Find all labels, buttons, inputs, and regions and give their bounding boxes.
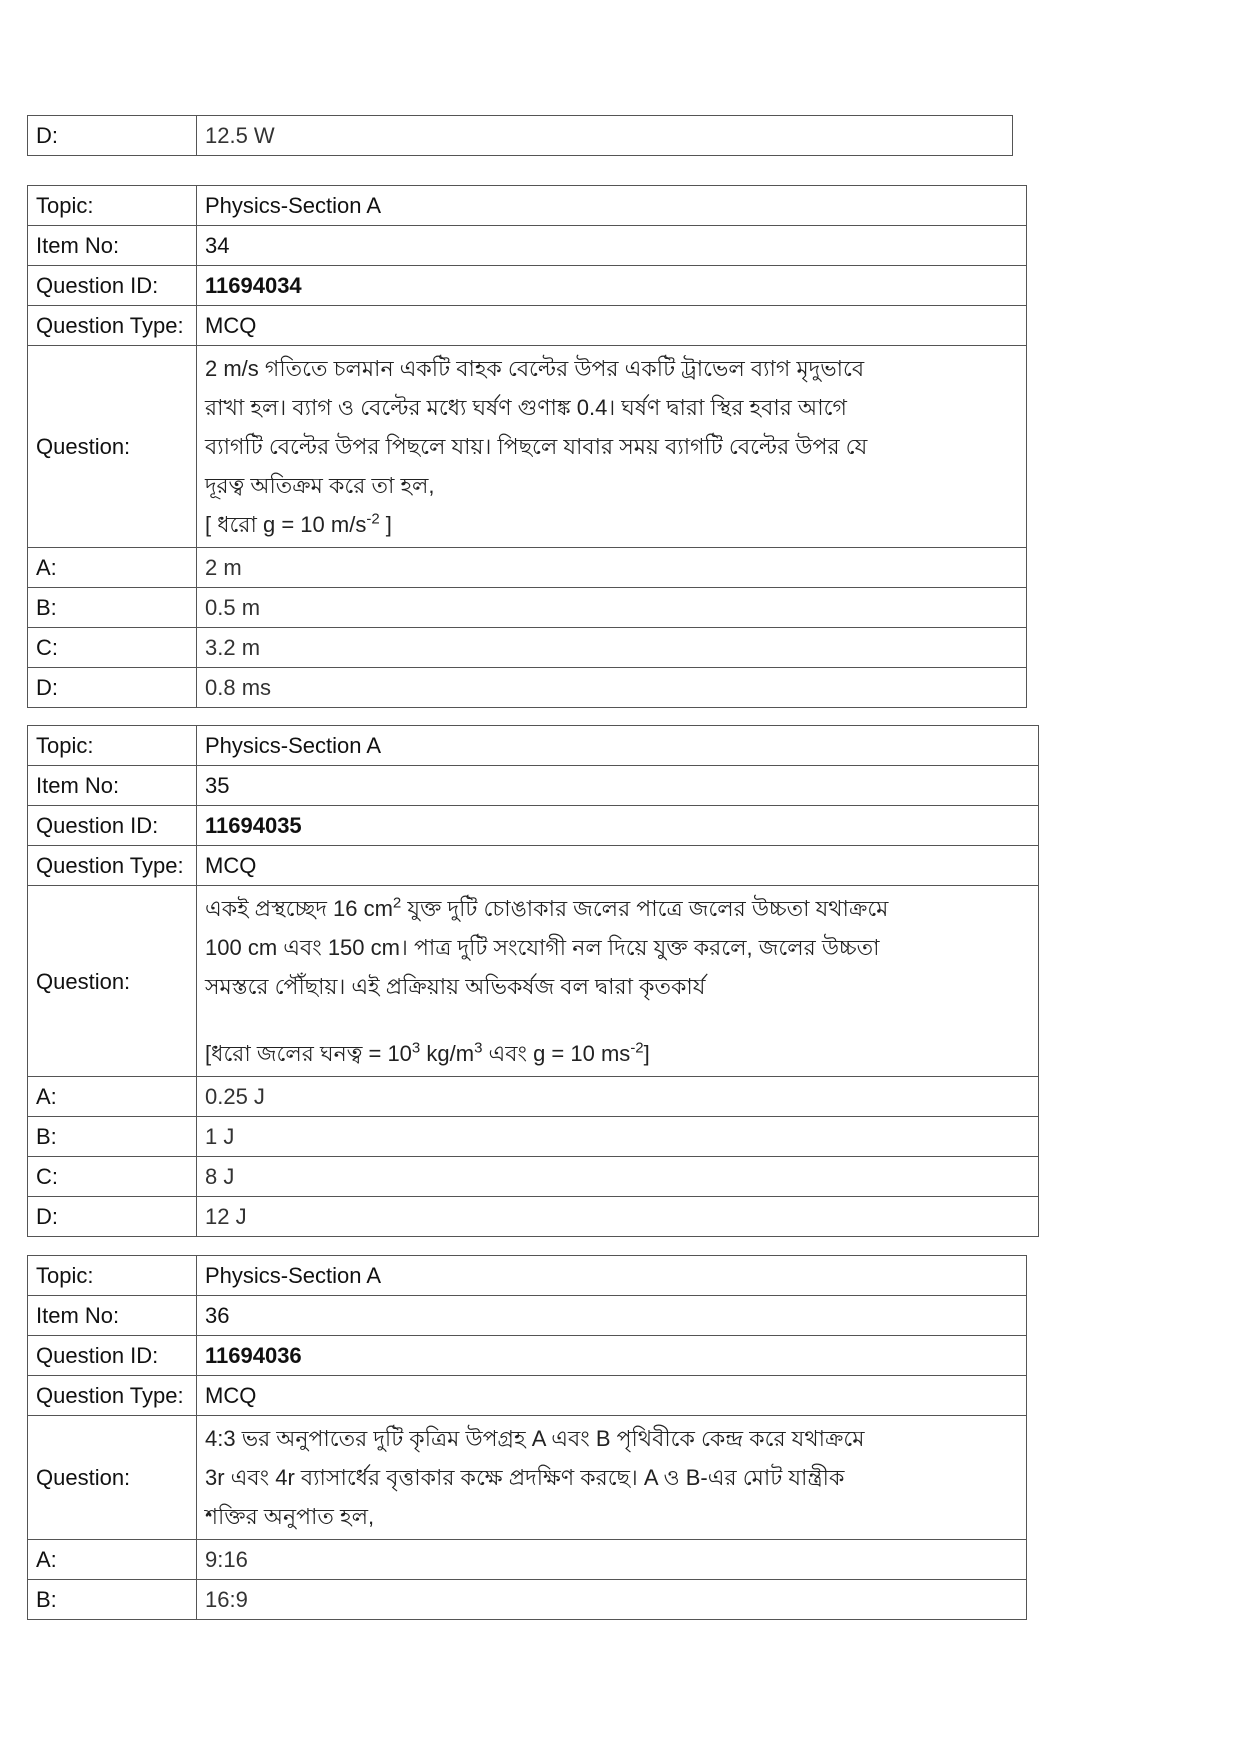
- hint-exponent: 3: [411, 1039, 421, 1057]
- question-line: সমস্তরে পৌঁছায়। এই প্রক্রিয়ায় অভিকর্ষজ বল দ্বারা কৃতকার্য: [205, 974, 706, 999]
- question-id-row: [28, 806, 1039, 846]
- option-a-value: 9:16: [197, 1540, 1027, 1580]
- question-text: [197, 346, 1027, 548]
- question-type-row: [28, 306, 1027, 346]
- item-no-row: [28, 226, 1027, 266]
- question-label: Question:: [28, 1416, 197, 1540]
- option-c-value: 3.2 m: [197, 628, 1027, 668]
- question-exponent: 2: [392, 894, 402, 912]
- option-c-row: [28, 628, 1027, 668]
- topic-row: [28, 186, 1027, 226]
- question-type-label: Question Type:: [28, 846, 197, 886]
- question-type-value: MCQ: [197, 1376, 1027, 1416]
- option-d-value: 12 J: [197, 1197, 1039, 1237]
- option-b-row: [28, 588, 1027, 628]
- question-line: দূরত্ব অতিক্রম করে তা হল,: [205, 473, 435, 498]
- question-line-text: একই প্রস্থচ্ছেদ 16 cm: [205, 896, 393, 921]
- hint-exponent: 3: [474, 1039, 483, 1057]
- topic-value: Physics-Section A: [197, 186, 1027, 226]
- item-no-value: 36: [197, 1296, 1027, 1336]
- question-36-table: [27, 1255, 1027, 1620]
- question-type-row: [28, 1376, 1027, 1416]
- option-b-value: 0.5 m: [197, 588, 1027, 628]
- hint-text: [ ধরো g = 10 m/s: [205, 512, 367, 537]
- option-b-value: 1 J: [197, 1117, 1039, 1157]
- item-no-label: Item No:: [28, 766, 197, 806]
- hint-exponent: -2: [630, 1039, 644, 1057]
- option-c-label: C:: [28, 1157, 197, 1197]
- option-d-label: D:: [28, 116, 197, 156]
- topic-label: Topic:: [28, 1256, 197, 1296]
- question-label: Question:: [28, 346, 197, 548]
- question-35-table: [27, 725, 1039, 1237]
- option-d-value: 12.5 W: [197, 116, 1013, 156]
- question-hint: [205, 1034, 1030, 1073]
- topic-label: Topic:: [28, 726, 197, 766]
- option-a-row: [28, 1077, 1039, 1117]
- item-no-value: 34: [197, 226, 1027, 266]
- option-d-row: [28, 1197, 1039, 1237]
- question-id-value: 11694034: [197, 266, 1027, 306]
- topic-value: Physics-Section A: [197, 1256, 1027, 1296]
- item-no-value: 35: [197, 766, 1039, 806]
- question-id-label: Question ID:: [28, 1336, 197, 1376]
- question-line: রাখা হল। ব্যাগ ও বেল্টের মধ্যে ঘর্ষণ গুণাঙ্ক 0.4। ঘর্ষণ দ্বারা স্থির হবার আগে: [205, 395, 847, 420]
- topic-label: Topic:: [28, 186, 197, 226]
- option-c-label: C:: [28, 628, 197, 668]
- question-line: [205, 889, 1030, 928]
- option-c-value: 8 J: [197, 1157, 1039, 1197]
- hint-text: kg/m: [420, 1041, 475, 1066]
- option-d-row: [28, 668, 1027, 708]
- question-line: 3r এবং 4r ব্যাসার্ধের বৃত্তাকার কক্ষে প্রদক্ষিণ করছে। A ও B-এর মোট যান্ত্রীক: [205, 1465, 845, 1490]
- question-text: [197, 1416, 1027, 1540]
- item-no-row: [28, 766, 1039, 806]
- question-text: [197, 886, 1039, 1077]
- option-b-label: B:: [28, 1117, 197, 1157]
- hint-text: এবং g = 10 ms: [482, 1041, 631, 1066]
- option-d-label: D:: [28, 668, 197, 708]
- option-b-label: B:: [28, 1580, 197, 1620]
- question-line: ব্যাগটি বেল্টের উপর পিছলে যায়। পিছলে যাবার সময় ব্যাগটি বেল্টের উপর যে: [205, 434, 868, 459]
- question-type-value: MCQ: [197, 306, 1027, 346]
- option-a-row: [28, 1540, 1027, 1580]
- prev-question-table: [27, 115, 1013, 156]
- question-type-row: [28, 846, 1039, 886]
- question-label: Question:: [28, 886, 197, 1077]
- option-a-label: A:: [28, 1540, 197, 1580]
- question-type-label: Question Type:: [28, 1376, 197, 1416]
- spacer: [205, 1006, 1030, 1034]
- option-d-value: 0.8 ms: [197, 668, 1027, 708]
- question-row: [28, 886, 1039, 1077]
- option-c-row: [28, 1157, 1039, 1197]
- option-b-value: 16:9: [197, 1580, 1027, 1620]
- question-line: শক্তির অনুপাত হল,: [205, 1504, 375, 1529]
- option-d-label: D:: [28, 1197, 197, 1237]
- question-type-value: MCQ: [197, 846, 1039, 886]
- question-id-value: 11694035: [197, 806, 1039, 846]
- option-b-label: B:: [28, 588, 197, 628]
- item-no-label: Item No:: [28, 226, 197, 266]
- option-a-label: A:: [28, 548, 197, 588]
- item-no-row: [28, 1296, 1027, 1336]
- topic-row: [28, 1256, 1027, 1296]
- question-hint: [205, 505, 1018, 544]
- option-a-value: 0.25 J: [197, 1077, 1039, 1117]
- question-id-label: Question ID:: [28, 806, 197, 846]
- option-d-row: [28, 116, 1013, 156]
- option-a-value: 2 m: [197, 548, 1027, 588]
- question-id-value: 11694036: [197, 1336, 1027, 1376]
- question-line: 100 cm এবং 150 cm। পাত্র দুটি সংযোগী নল দিয়ে যুক্ত করলে, জলের উচ্চতা: [205, 935, 880, 960]
- hint-exponent: -2: [366, 510, 380, 528]
- question-line: 2 m/s গতিতে চলমান একটি বাহক বেল্টের উপর একটি ট্রাভেল ব্যাগ মৃদুভাবে: [205, 356, 865, 381]
- question-row: [28, 1416, 1027, 1540]
- question-34-table: [27, 185, 1027, 708]
- topic-row: [28, 726, 1039, 766]
- question-type-label: Question Type:: [28, 306, 197, 346]
- hint-close: ]: [643, 1041, 650, 1066]
- option-a-row: [28, 548, 1027, 588]
- question-id-row: [28, 266, 1027, 306]
- question-id-row: [28, 1336, 1027, 1376]
- option-b-row: [28, 1580, 1027, 1620]
- question-line: 4:3 ভর অনুপাতের দুটি কৃত্রিম উপগ্রহ A এবং B পৃথিবীকে কেন্দ্র করে যথাক্রমে: [205, 1426, 865, 1451]
- topic-value: Physics-Section A: [197, 726, 1039, 766]
- question-id-label: Question ID:: [28, 266, 197, 306]
- question-row: [28, 346, 1027, 548]
- hint-close: ]: [379, 512, 392, 537]
- option-a-label: A:: [28, 1077, 197, 1117]
- option-b-row: [28, 1117, 1039, 1157]
- hint-text: [ধরো জলের ঘনত্ব = 10: [205, 1041, 412, 1066]
- question-line-text: যুক্ত দুটি চোঙাকার জলের পাত্রে জলের উচ্চতা যথাক্রমে: [401, 896, 889, 921]
- item-no-label: Item No:: [28, 1296, 197, 1336]
